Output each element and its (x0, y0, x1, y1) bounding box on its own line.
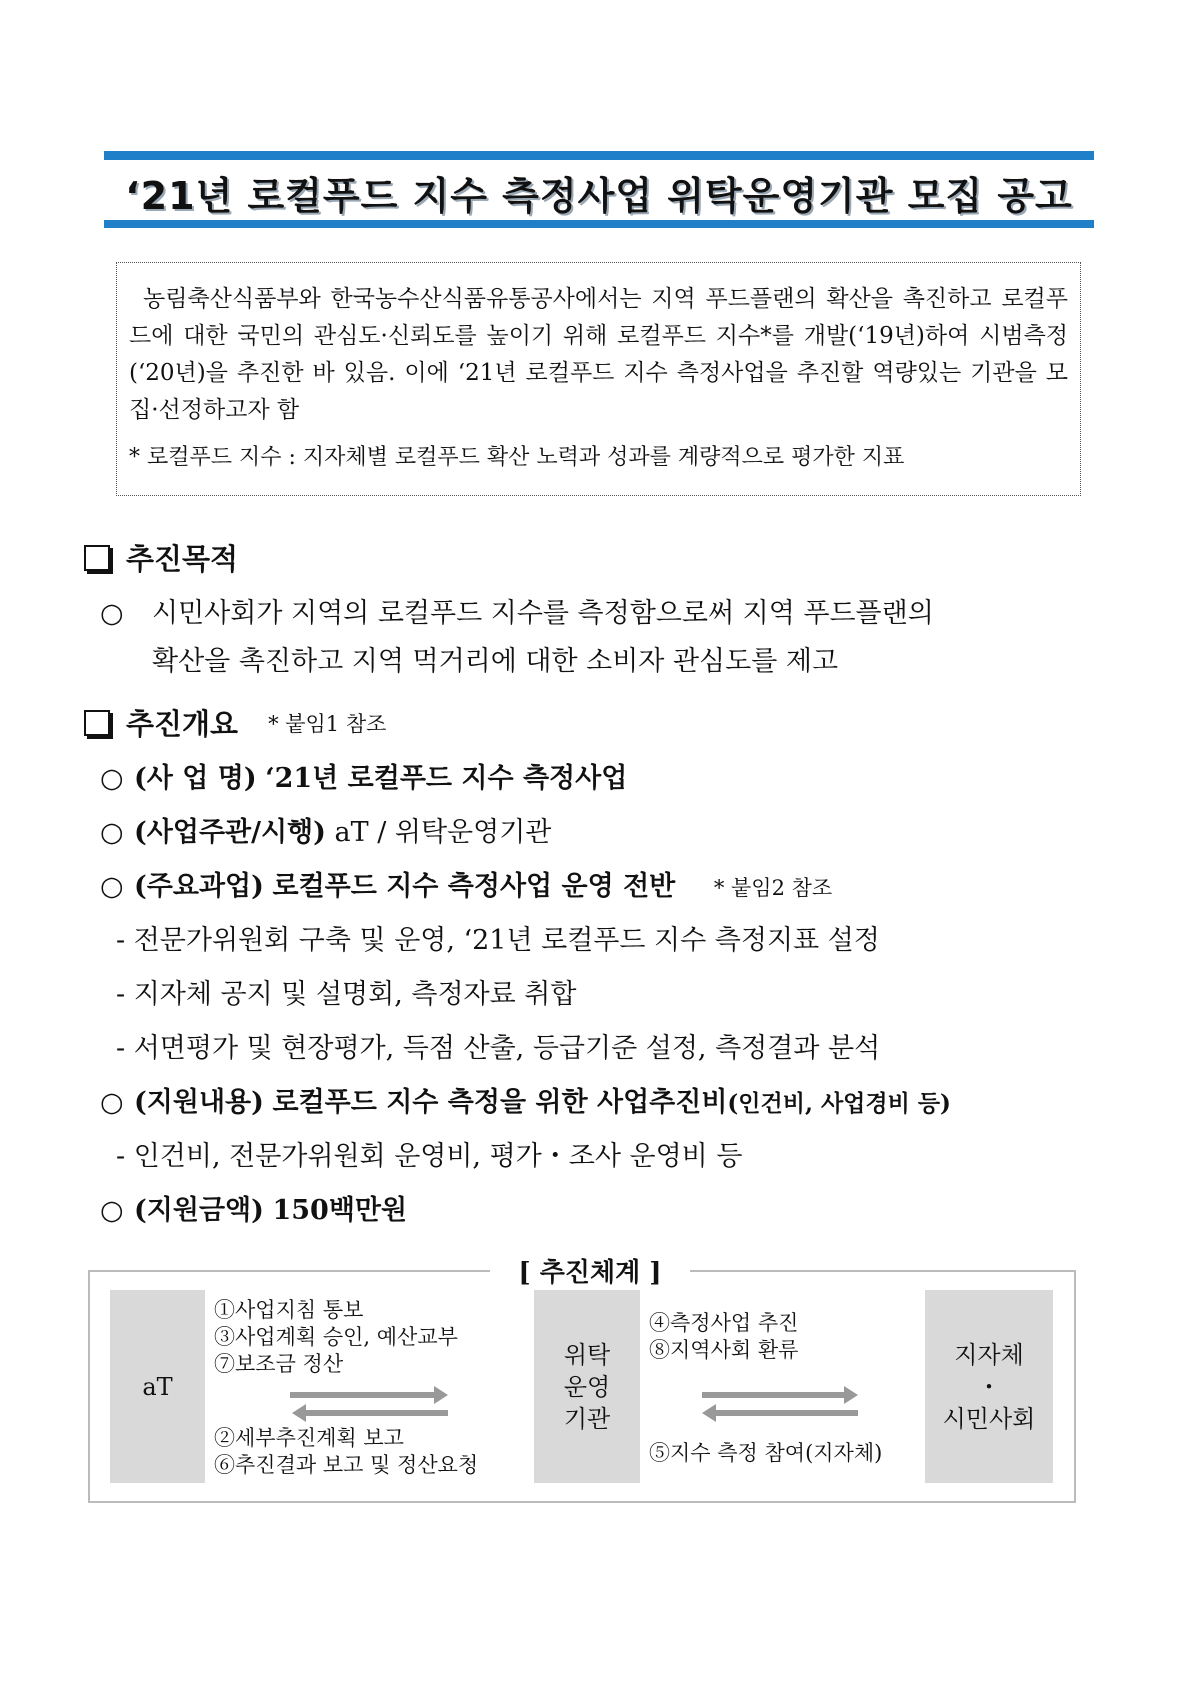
intro-body: 농림축산식품부와 한국농수산식품유통공사에서는 지역 푸드플랜의 확산을 촉진하고 로컬푸드에 대한 국민의 관심도·신뢰도를 높이기 위해 로컬푸드 지수*를 개발(‘19년)하여 시범측정(‘20년)을 추진한 바 있음. 이에 ‘21년 로컬푸드 지수 측정사업을 추진할 역량있는 기관을 모집·선정하고자 함 (129, 286, 1068, 423)
flow-step: ②세부추진계획 보고 (214, 1426, 404, 1450)
item-value: 150백만원 (272, 1195, 408, 1226)
item-note: * 붙임2 참조 (713, 876, 833, 900)
section-title: 추진개요 (126, 707, 239, 741)
node-local-line: 시민사회 (942, 1404, 1036, 1433)
flow-step: ①사업지침 통보 (214, 1298, 364, 1322)
item-value-detail: (인건비, 사업경비 등) (727, 1090, 951, 1117)
arrow-right-icon (290, 1392, 434, 1398)
node-local-line: ・ (977, 1372, 1001, 1401)
arrow-left-icon (716, 1410, 858, 1416)
heading-note: * 붙임1 참조 (268, 711, 387, 736)
item-label: (사업주관/시행) (134, 817, 326, 848)
circle-bullet-icon: ○ (100, 871, 124, 902)
task-line: - 서면평가 및 현장평가, 득점 산출, 등급기준 설정, 측정결과 분석 (116, 1033, 881, 1064)
checkbox-square-icon (84, 545, 110, 571)
purpose-paragraph (100, 590, 1110, 686)
title-banner (104, 151, 1094, 228)
item-value: aT / 위탁운영기관 (334, 817, 552, 848)
flow-step: ⑧지역사회 환류 (649, 1338, 799, 1362)
intro-note: * 로컬푸드 지수 : 지자체별 로컬푸드 확산 노력과 성과를 계량적으로 평가한 지표 (129, 445, 905, 470)
flow-label-right-top (649, 1310, 798, 1364)
arrow-right-icon (702, 1392, 844, 1398)
flow-label-right-bottom (649, 1440, 882, 1467)
overview-item (100, 1188, 407, 1227)
overview-item (100, 1080, 951, 1119)
task-line: - 지자체 공지 및 설명회, 측정자료 취합 (116, 979, 577, 1010)
node-agency-line: 운영 (563, 1372, 611, 1401)
diagram-title: [ 추진체계 ] (490, 1252, 690, 1289)
section-heading-overview (84, 702, 386, 743)
circle-bullet-icon: ○ (100, 598, 124, 629)
circle-bullet-icon: ○ (100, 1087, 124, 1118)
node-at-label: aT (142, 1372, 173, 1401)
circle-bullet-icon: ○ (100, 1195, 124, 1226)
circle-bullet-icon: ○ (100, 817, 124, 848)
overview-item (100, 756, 627, 795)
overview-item (100, 864, 832, 903)
flow-step: ⑦보조금 정산 (214, 1352, 344, 1376)
circle-bullet-icon: ○ (100, 763, 124, 794)
flow-step: ④측정사업 추진 (649, 1311, 799, 1335)
flow-step: ⑤지수 측정 참여(지자체) (649, 1441, 883, 1465)
purpose-line-2: 확산을 촉진하고 지역 먹거리에 대한 소비자 관심도를 제고 (152, 646, 839, 677)
title-bar-top (104, 151, 1094, 160)
node-at (110, 1290, 205, 1483)
flow-label-left-top (214, 1297, 458, 1378)
item-label: (주요과업) (134, 871, 264, 902)
item-label: (사 업 명) (134, 763, 257, 794)
overview-item (100, 810, 551, 849)
checkbox-square-icon (84, 710, 110, 736)
node-agency-line: 위탁 (563, 1340, 611, 1369)
arrow-left-icon (306, 1410, 448, 1416)
purpose-line-1: 시민사회가 지역의 로컬푸드 지수를 측정함으로써 지역 푸드플랜의 (152, 598, 934, 629)
item-value: ‘21년 로컬푸드 지수 측정사업 (265, 763, 628, 794)
item-label: (지원금액) (134, 1195, 264, 1226)
node-agency (534, 1290, 640, 1483)
node-agency-line: 기관 (563, 1404, 611, 1433)
item-label: (지원내용) (134, 1087, 264, 1118)
node-local-line: 지자체 (954, 1340, 1024, 1369)
flow-step: ⑥추진결과 보고 및 정산요청 (214, 1453, 479, 1477)
flow-step: ③사업계획 승인, 예산교부 (214, 1325, 458, 1349)
support-line: - 인건비, 전문가위원회 운영비, 평가・조사 운영비 등 (116, 1141, 743, 1172)
page-title: ‘21년 로컬푸드 지수 측정사업 위탁운영기관 모집 공고 (125, 174, 1073, 218)
item-value: 로컬푸드 지수 측정을 위한 사업추진비 (272, 1087, 728, 1118)
node-local (925, 1290, 1053, 1483)
item-value: 로컬푸드 지수 측정사업 운영 전반 (272, 871, 676, 902)
task-line: - 전문가위원회 구축 및 운영, ‘21년 로컬푸드 지수 측정지표 설정 (116, 925, 880, 956)
title-bar-bottom (104, 220, 1094, 228)
flow-label-left-bottom (214, 1425, 478, 1479)
intro-box (116, 262, 1081, 496)
section-heading-purpose (84, 537, 238, 578)
section-title: 추진목적 (126, 542, 239, 576)
